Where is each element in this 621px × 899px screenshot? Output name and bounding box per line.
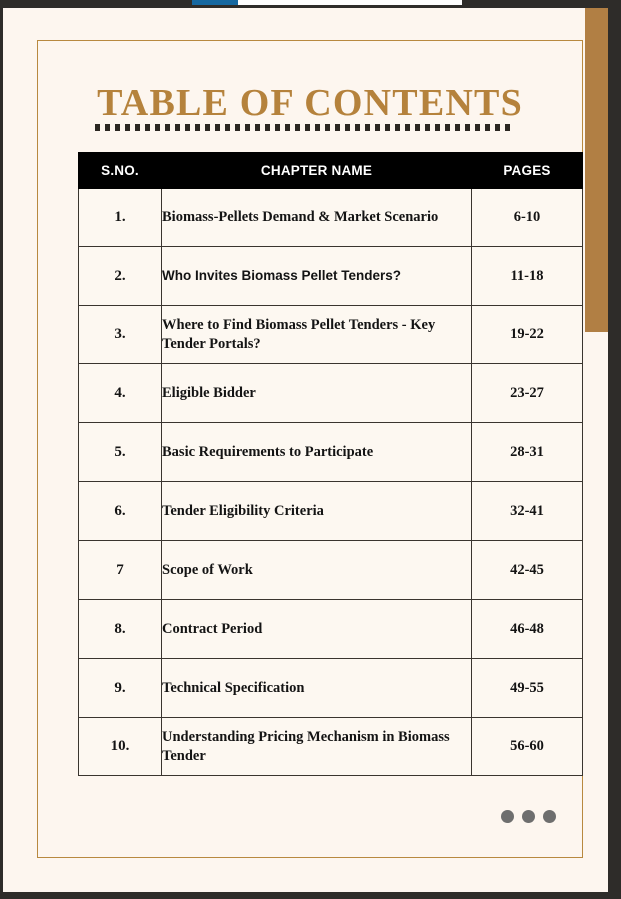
table-row[interactable] — [79, 247, 583, 306]
title-divider-dotted — [95, 124, 515, 131]
table-body — [79, 189, 583, 776]
progress-segment-active[interactable] — [192, 0, 238, 5]
cell-sno: 5. — [79, 423, 162, 482]
decorative-bar-right — [585, 8, 608, 332]
table-row[interactable] — [79, 600, 583, 659]
cell-sno: 1. — [79, 189, 162, 247]
cell-chapter-name: Basic Requirements to Participate — [162, 423, 472, 482]
cell-pages: 23-27 — [472, 364, 583, 423]
cell-sno: 2. — [79, 247, 162, 306]
cell-chapter-name: Understanding Pricing Mechanism in Biomass Tender — [162, 718, 472, 776]
table-row[interactable] — [79, 364, 583, 423]
dot-icon — [522, 810, 535, 823]
cell-pages: 6-10 — [472, 189, 583, 247]
table-header-row — [79, 153, 583, 189]
cell-sno: 7 — [79, 541, 162, 600]
cell-pages: 32-41 — [472, 482, 583, 541]
table-row[interactable] — [79, 718, 583, 776]
cell-sno: 9. — [79, 659, 162, 718]
cell-pages: 28-31 — [472, 423, 583, 482]
cell-pages: 19-22 — [472, 306, 583, 364]
table-row[interactable] — [79, 306, 583, 364]
page-surface-right-extension — [585, 332, 608, 892]
cell-chapter-name: Scope of Work — [162, 541, 472, 600]
dot-icon — [543, 810, 556, 823]
table-row[interactable] — [79, 423, 583, 482]
column-header-pages: PAGES — [472, 153, 583, 189]
table-header — [79, 153, 583, 189]
cell-chapter-name: Tender Eligibility Criteria — [162, 482, 472, 541]
column-header-chapter-name: CHAPTER NAME — [162, 153, 472, 189]
cell-sno: 3. — [79, 306, 162, 364]
cell-pages: 11-18 — [472, 247, 583, 306]
top-progress-bar[interactable] — [0, 0, 621, 8]
cell-chapter-name: Biomass-Pellets Demand & Market Scenario — [162, 189, 472, 247]
page-content — [37, 40, 583, 858]
cell-sno: 4. — [79, 364, 162, 423]
dot-icon — [501, 810, 514, 823]
footer-dots-decoration — [501, 810, 556, 823]
cell-sno: 10. — [79, 718, 162, 776]
cell-pages: 46-48 — [472, 600, 583, 659]
progress-segment-track[interactable] — [238, 0, 462, 5]
column-header-sno: S.NO. — [79, 153, 162, 189]
table-row[interactable] — [79, 482, 583, 541]
page-title: TABLE OF CONTENTS — [97, 82, 523, 124]
table-row[interactable] — [79, 541, 583, 600]
cell-pages: 42-45 — [472, 541, 583, 600]
cell-sno: 6. — [79, 482, 162, 541]
cell-chapter-name: Who Invites Biomass Pellet Tenders? — [162, 247, 472, 306]
cell-sno: 8. — [79, 600, 162, 659]
cell-chapter-name: Where to Find Biomass Pellet Tenders - Key Tender Portals? — [162, 306, 472, 364]
cell-pages: 49-55 — [472, 659, 583, 718]
page-surface-left-extension — [3, 8, 37, 607]
cell-pages: 56-60 — [472, 718, 583, 776]
cell-chapter-name: Contract Period — [162, 600, 472, 659]
cell-chapter-name: Eligible Bidder — [162, 364, 472, 423]
table-row[interactable] — [79, 659, 583, 718]
table-row[interactable] — [79, 189, 583, 247]
cell-chapter-name: Technical Specification — [162, 659, 472, 718]
table-of-contents-table — [78, 152, 583, 776]
